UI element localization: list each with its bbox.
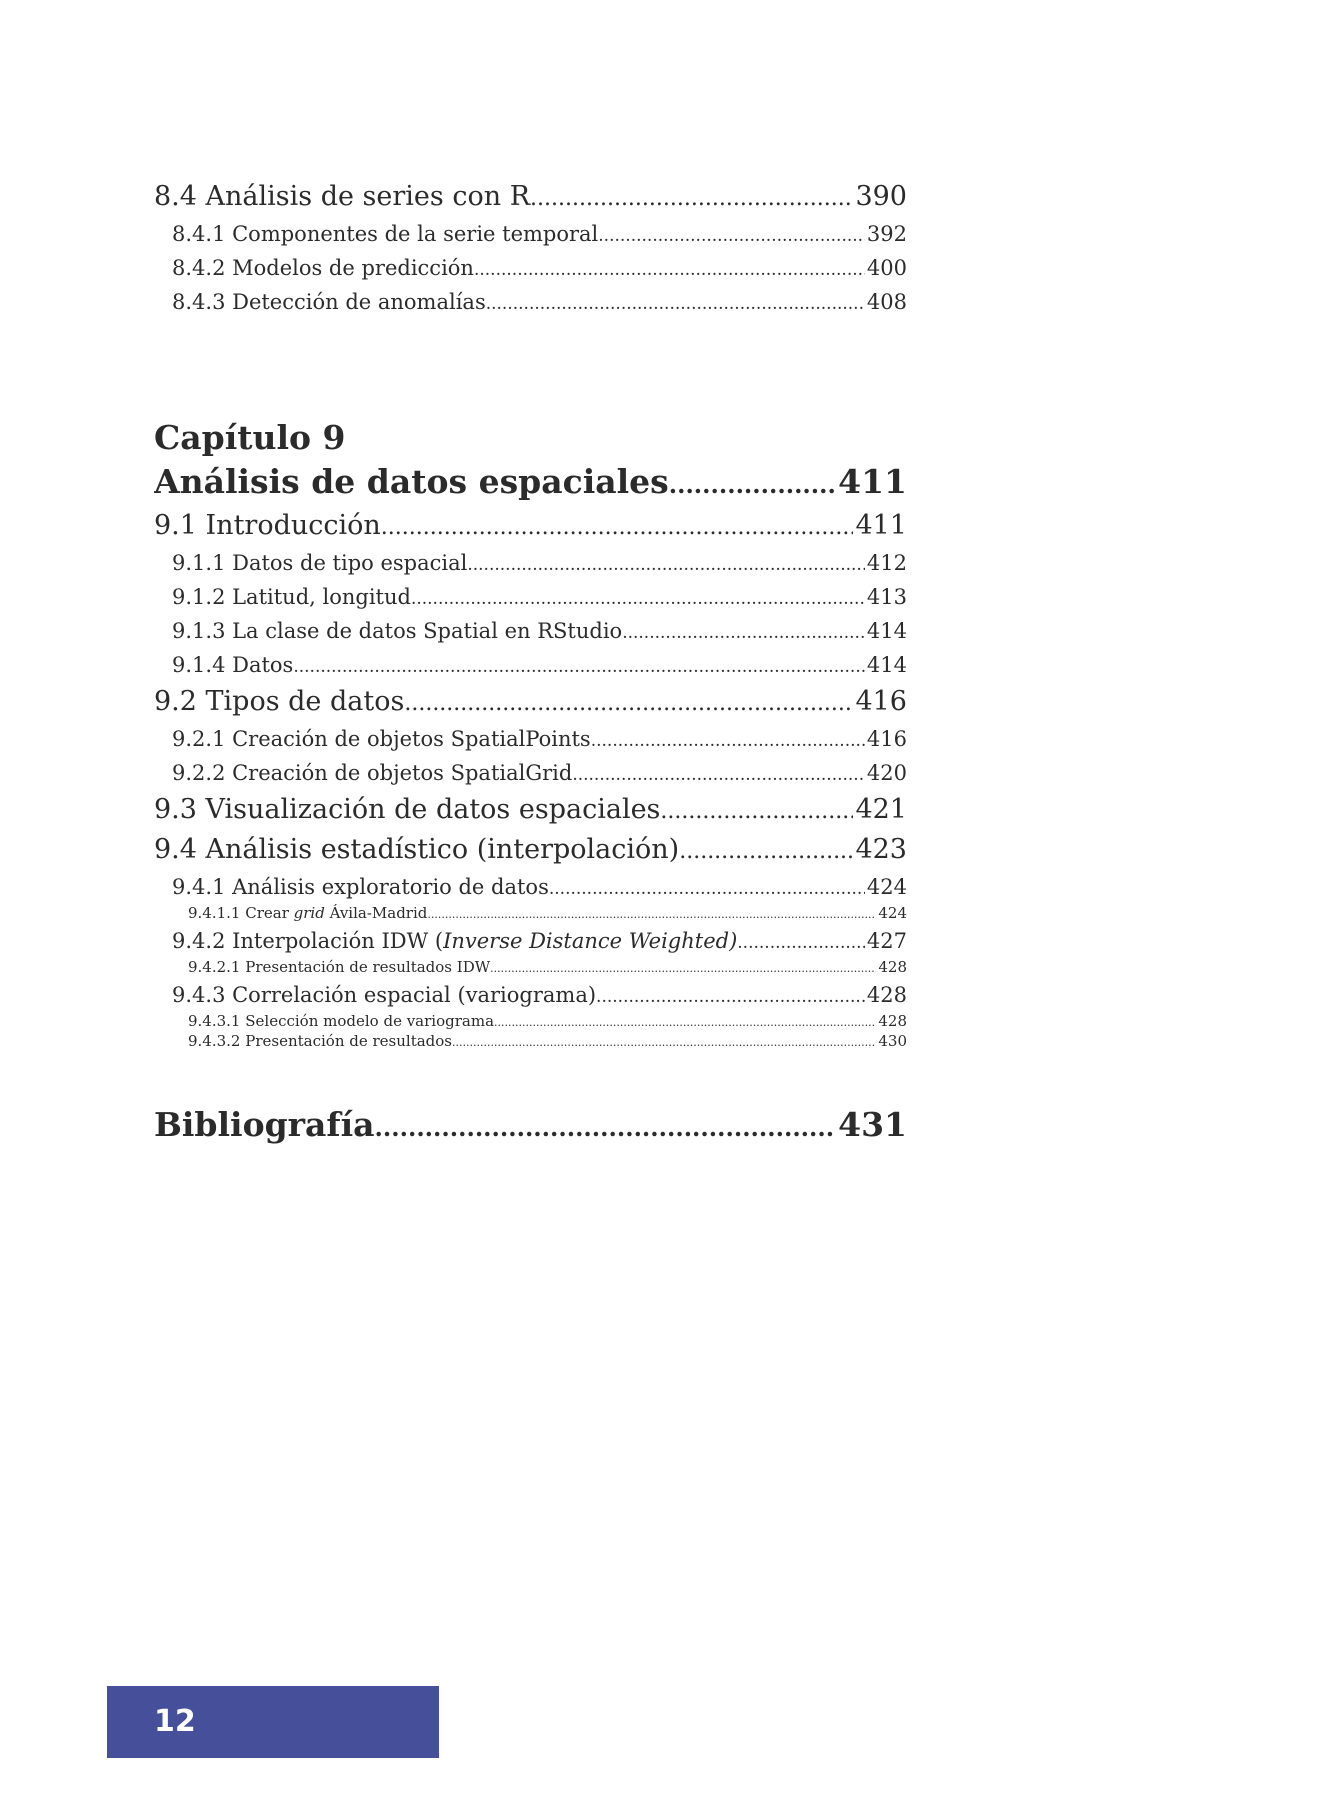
toc-entry-title: 9.1 Introducción	[154, 510, 381, 541]
toc-entry-chapter-9	[154, 460, 907, 507]
table-of-contents	[154, 178, 907, 1150]
title-italic: Inverse Distance Weighted)	[443, 929, 738, 953]
toc-entry-9-4-2	[154, 925, 907, 959]
page-number: 12	[154, 1704, 196, 1739]
dot-leader	[474, 254, 865, 286]
dot-leader	[467, 549, 865, 581]
toc-entry-title: 9.4.3.1 Selección modelo de variograma	[188, 1012, 495, 1030]
toc-entry-9-4-1	[154, 871, 907, 905]
toc-entry-page: 428	[878, 1012, 907, 1030]
toc-entry-8-4-2	[154, 252, 907, 286]
toc-entry-page: 416	[855, 686, 907, 717]
toc-entry-title: 9.4.2.1 Presentación de resultados IDW	[188, 958, 491, 976]
toc-entry-9-4-1-1	[154, 903, 907, 925]
dot-leader	[490, 959, 876, 979]
dot-leader	[598, 220, 865, 252]
dot-leader	[530, 180, 853, 218]
dot-leader	[486, 288, 865, 320]
dot-leader	[549, 873, 865, 905]
dot-leader	[404, 685, 853, 723]
title-prefix: 9.4.2 Interpolación IDW (	[172, 929, 444, 953]
toc-entry-page: 408	[866, 290, 907, 314]
toc-entry-9-1	[154, 507, 907, 547]
toc-entry-9-1-2	[154, 581, 907, 615]
toc-entry-9-2-2	[154, 757, 907, 791]
title-prefix: 9.4.1.1 Crear	[188, 904, 294, 922]
toc-entry-title: 9.1.3 La clase de datos Spatial en RStudio	[172, 619, 623, 643]
toc-entry-title: 9.4 Análisis estadístico (interpolación)	[154, 834, 680, 865]
chapter-label: Capítulo 9	[154, 418, 346, 457]
toc-entry-9-4-3	[154, 979, 907, 1013]
toc-entry-page: 424	[866, 875, 907, 899]
toc-entry-page: 414	[866, 619, 907, 643]
toc-entry-page: 392	[866, 222, 907, 246]
toc-entry-title: Bibliografía	[154, 1105, 375, 1144]
toc-entry-title	[188, 903, 427, 923]
dot-leader	[679, 833, 853, 871]
toc-entry-page: 390	[855, 181, 907, 212]
toc-entry-9-4	[154, 831, 907, 871]
toc-entry-page: 412	[866, 551, 907, 575]
dot-leader	[572, 759, 865, 791]
toc-entry-title: 8.4 Análisis de series con R	[154, 181, 531, 212]
toc-entry-title: 9.4.3.2 Presentación de resultados	[188, 1032, 453, 1050]
toc-entry-page: 411	[855, 510, 907, 541]
toc-entry-page: 400	[866, 256, 907, 280]
toc-entry-title: 9.1.1 Datos de tipo espacial	[172, 551, 468, 575]
dot-leader	[591, 725, 865, 757]
toc-entry-page: 421	[855, 794, 907, 825]
toc-entry-title: 9.2.2 Creación de objetos SpatialGrid	[172, 761, 573, 785]
toc-entry-page: 428	[866, 983, 907, 1007]
dot-leader	[622, 617, 865, 649]
toc-entry-title: 9.2.1 Creación de objetos SpatialPoints	[172, 727, 591, 751]
toc-entry-page: 423	[855, 834, 907, 865]
toc-entry-page: 411	[838, 462, 907, 501]
dot-leader	[737, 927, 865, 959]
toc-entry-8-4-3	[154, 286, 907, 320]
toc-entry-title: 9.4.3 Correlación espacial (variograma)	[172, 983, 597, 1007]
toc-entry-page: 431	[838, 1105, 907, 1144]
toc-entry-title: 9.1.2 Latitud, longitud	[172, 585, 411, 609]
toc-entry-title: 9.3 Visualización de datos espaciales	[154, 794, 661, 825]
title-suffix: Ávila-Madrid	[324, 904, 428, 922]
toc-entry-title: 8.4.1 Componentes de la serie temporal	[172, 222, 599, 246]
title-italic: grid	[293, 904, 325, 922]
dot-leader	[596, 981, 865, 1013]
toc-entry-title: Análisis de datos espaciales	[154, 462, 669, 501]
toc-entry-page: 428	[878, 958, 907, 976]
dot-leader	[381, 509, 854, 547]
dot-leader	[375, 1106, 837, 1150]
toc-entry-page: 414	[866, 653, 907, 677]
dot-leader	[411, 583, 865, 615]
toc-entry-page: 430	[878, 1032, 907, 1050]
toc-entry-title	[172, 925, 737, 957]
toc-entry-title: 9.2 Tipos de datos	[154, 686, 405, 717]
toc-entry-page: 424	[878, 904, 907, 922]
toc-entry-title: 9.1.4 Datos	[172, 653, 294, 677]
toc-entry-title: 8.4.3 Detección de anomalías	[172, 290, 486, 314]
toc-entry-9-4-3-2	[154, 1031, 907, 1053]
toc-entry-8-4	[154, 178, 907, 218]
dot-leader	[660, 793, 853, 831]
toc-entry-8-4-1	[154, 218, 907, 252]
toc-entry-9-2	[154, 683, 907, 723]
toc-entry-9-3	[154, 791, 907, 831]
toc-entry-9-1-4	[154, 649, 907, 683]
toc-entry-title: 9.4.1 Análisis exploratorio de datos	[172, 875, 549, 899]
dot-leader	[669, 463, 836, 507]
toc-entry-9-1-1	[154, 547, 907, 581]
toc-entry-page: 413	[866, 585, 907, 609]
dot-leader	[427, 905, 876, 925]
dot-leader	[494, 1013, 876, 1033]
toc-entry-page: 420	[866, 761, 907, 785]
toc-entry-9-1-3	[154, 615, 907, 649]
toc-entry-page: 416	[866, 727, 907, 751]
toc-entry-bibliografia	[154, 1103, 907, 1150]
toc-entry-9-4-3-1	[154, 1011, 907, 1033]
page-number-band	[107, 1686, 439, 1758]
dot-leader	[452, 1033, 876, 1053]
toc-entry-page: 427	[866, 929, 907, 953]
toc-entry-9-4-2-1	[154, 957, 907, 979]
toc-entry-9-2-1	[154, 723, 907, 757]
toc-entry-title: 8.4.2 Modelos de predicción	[172, 256, 474, 280]
dot-leader	[293, 651, 865, 683]
